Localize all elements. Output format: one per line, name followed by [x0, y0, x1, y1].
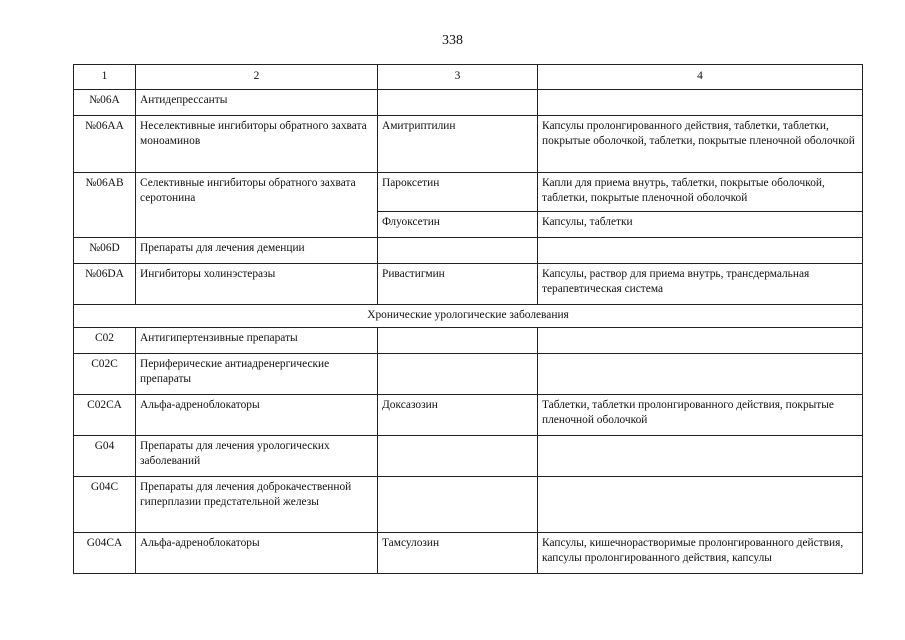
table-row — [74, 173, 863, 212]
table-row — [74, 436, 863, 477]
form-cell: Капсулы, раствор для приема внутрь, трансдермальная терапевтическая система — [538, 264, 863, 305]
group-cell: Препараты для лечения деменции — [136, 238, 378, 264]
header-cell: 2 — [136, 65, 378, 90]
form-cell: Капсулы, таблетки — [538, 212, 863, 238]
drug-cell — [378, 477, 538, 533]
drug-cell — [378, 328, 538, 354]
form-cell: Капсулы пролонгированного действия, таблетки, таблетки, покрытые оболочкой, таблетки, покрытые пленочной оболочкой — [538, 116, 863, 173]
drug-cell: Пароксетин — [378, 173, 538, 212]
atc-code-cell: G04 — [74, 436, 136, 477]
form-cell: Таблетки, таблетки пролонгированного действия, покрытые пленочной оболочкой — [538, 395, 863, 436]
group-cell: Препараты для лечения доброкачественной гиперплазии предстательной железы — [136, 477, 378, 533]
header-cell: 3 — [378, 65, 538, 90]
form-cell — [538, 238, 863, 264]
atc-code-cell: №06AA — [74, 116, 136, 173]
atc-code-cell: №06A — [74, 90, 136, 116]
group-cell: Препараты для лечения урологических заболеваний — [136, 436, 378, 477]
atc-code-cell: G04C — [74, 477, 136, 533]
form-cell: Капли для приема внутрь, таблетки, покрытые оболочкой, таблетки, покрытые пленочной оболочкой — [538, 173, 863, 212]
form-cell — [538, 328, 863, 354]
drug-cell: Доксазозин — [378, 395, 538, 436]
form-cell — [538, 90, 863, 116]
table-row — [74, 238, 863, 264]
group-cell: Ингибиторы холинэстеразы — [136, 264, 378, 305]
group-cell: Альфа-адреноблокаторы — [136, 533, 378, 574]
group-cell: Антидепрессанты — [136, 90, 378, 116]
drug-cell — [378, 354, 538, 395]
header-cell: 1 — [74, 65, 136, 90]
drug-cell — [378, 238, 538, 264]
drug-cell — [378, 436, 538, 477]
drug-cell — [378, 90, 538, 116]
atc-code-cell: C02CA — [74, 395, 136, 436]
form-cell — [538, 477, 863, 533]
table-row — [74, 533, 863, 574]
section-title: Хронические урологические заболевания — [74, 305, 863, 328]
drug-cell: Флуоксетин — [378, 212, 538, 238]
header-cell: 4 — [538, 65, 863, 90]
table-header-row — [74, 65, 863, 90]
atc-code-cell: C02C — [74, 354, 136, 395]
drug-cell: Тамсулозин — [378, 533, 538, 574]
table-row — [74, 328, 863, 354]
group-cell: Селективные ингибиторы обратного захвата серотонина — [136, 173, 378, 238]
atc-code-cell: №06AB — [74, 173, 136, 238]
group-cell: Неселективные ингибиторы обратного захвата моноаминов — [136, 116, 378, 173]
table-row — [74, 264, 863, 305]
atc-code-cell: №06DA — [74, 264, 136, 305]
table-row — [74, 395, 863, 436]
form-cell — [538, 354, 863, 395]
form-cell: Капсулы, кишечнорастворимые пролонгированного действия, капсулы пролонгированного действия, капсулы — [538, 533, 863, 574]
form-cell — [538, 436, 863, 477]
group-cell: Периферические антиадренергические препараты — [136, 354, 378, 395]
group-cell: Антигипертензивные препараты — [136, 328, 378, 354]
atc-code-cell: C02 — [74, 328, 136, 354]
atc-code-cell: №06D — [74, 238, 136, 264]
drug-cell: Амитриптилин — [378, 116, 538, 173]
group-cell: Альфа-адреноблокаторы — [136, 395, 378, 436]
table-row — [74, 354, 863, 395]
table-row — [74, 90, 863, 116]
drug-table — [73, 64, 863, 574]
table-row — [74, 477, 863, 533]
page-number: 338 — [442, 33, 463, 48]
atc-code-cell: G04CA — [74, 533, 136, 574]
table-row — [74, 116, 863, 173]
drug-cell: Ривастигмин — [378, 264, 538, 305]
section-row — [74, 305, 863, 328]
